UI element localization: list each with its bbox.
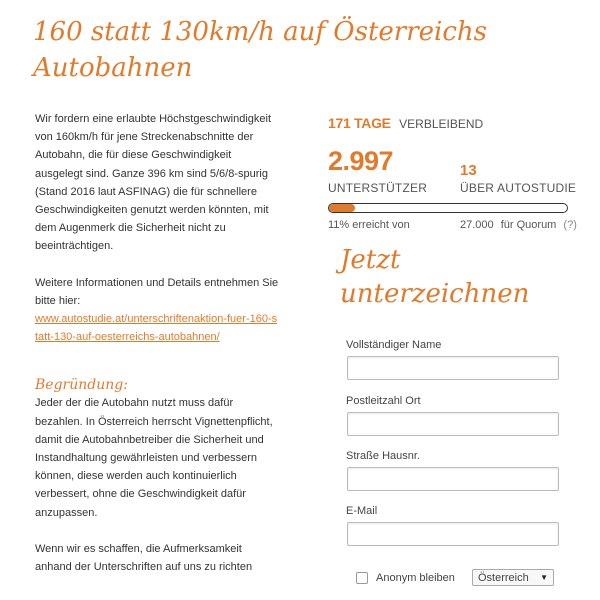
autostudie-count: 13 xyxy=(460,162,477,179)
closing-text: Wenn wir es schaffen, die Aufmerksamkeit anhand der Unterschriften auf uns zu richten xyxy=(35,542,253,574)
days-remaining xyxy=(328,115,483,133)
reached-text: 11% erreicht von xyxy=(328,219,410,231)
postal-input[interactable] xyxy=(347,412,559,436)
quorum-value: 27.000 xyxy=(460,219,494,231)
quorum-info xyxy=(460,219,577,231)
street-input[interactable] xyxy=(347,467,559,491)
progress-bar xyxy=(328,203,568,213)
anonymous-checkbox[interactable] xyxy=(356,572,368,584)
country-select[interactable] xyxy=(472,569,554,586)
info-text: Weitere Informationen und Details entnehmen Sie bitte hier: xyxy=(35,276,279,307)
reason-text: Jeder der die Autobahn nutzt muss dafür bezahlen. In Österreich herrscht Vignettenpflicht, damit die Autobahnbetreiber die Sicherheit und Instandhaltung gewährleisten und verbessern können, diese werden auch kontinuierlich verbessert, ohne die Geschwindigkeit dafür anzupassen. xyxy=(35,397,273,519)
days-label: VERBLEIBEND xyxy=(399,117,484,131)
supporters-label: UNTERSTÜTZER xyxy=(328,181,428,195)
country-value: Österreich xyxy=(478,571,529,584)
email-label: E-Mail xyxy=(346,505,378,517)
petition-description xyxy=(35,110,280,594)
anonymous-label: Anonym bleiben xyxy=(376,572,455,584)
sign-heading: Jetzt unterzeichnen xyxy=(340,245,530,309)
quorum-label: für Quorum xyxy=(500,219,557,231)
chevron-down-icon: ▼ xyxy=(540,573,548,582)
days-value: 171 TAGE xyxy=(328,115,391,131)
progress-bar-fill xyxy=(329,204,355,212)
anonymous-option[interactable] xyxy=(356,572,455,584)
intro-text: Wir fordern eine erlaubte Höchstgeschwindigkeit von 160km/h für jene Streckenabschnitte der Autobahn, die für diese Geschwindigkeit ausgelegt sind. Ganze 396 km sind 5/6/8-spurig (Stand 2016 laut ASFINAG) die für schnellere Geschwindigkeiten genutzt werden könnten, mit dem Augenmerk die Sicherheit nicht zu beeinträchtigen. xyxy=(35,113,272,253)
reason-heading: Begründung: xyxy=(35,377,128,394)
autostudie-label: ÜBER AUTOSTUDIE xyxy=(460,181,577,195)
info-paragraph xyxy=(35,274,280,347)
street-label: Straße Hausnr. xyxy=(346,450,420,462)
supporters-count: 2.997 xyxy=(328,146,394,176)
name-input[interactable] xyxy=(347,356,559,380)
name-label: Vollständiger Name xyxy=(346,339,442,351)
email-input[interactable] xyxy=(347,522,559,546)
postal-label: Postleitzahl Ort xyxy=(346,395,421,407)
page-title: 160 statt 130km/h auf Österreichs Autobahnen xyxy=(33,17,487,83)
help-icon[interactable]: (?) xyxy=(563,219,577,231)
autostudie-link[interactable]: www.autostudie.at/unterschriftenaktion-fuer-160-statt-130-auf-oesterreichs-autobahnen/ xyxy=(35,313,278,344)
